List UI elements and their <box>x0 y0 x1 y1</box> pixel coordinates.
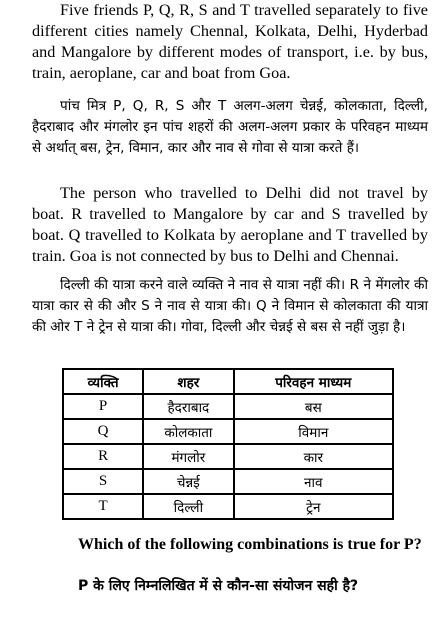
cell-transport: विमान <box>234 419 393 444</box>
cell-person: S <box>63 469 143 494</box>
table-row <box>63 394 393 419</box>
cell-person: Q <box>63 419 143 444</box>
cell-city: मंगलोर <box>143 444 233 469</box>
cell-transport: बस <box>234 394 393 419</box>
cell-person: T <box>63 494 143 519</box>
cell-city: चेन्नई <box>143 469 233 494</box>
header-city: शहर <box>143 369 233 394</box>
question-hindi: P के लिए निम्नलिखित में से कौन-सा संयोजन सही है? <box>78 578 359 594</box>
table-header-row <box>63 369 393 394</box>
cell-transport: कार <box>234 444 393 469</box>
solution-table <box>62 368 394 520</box>
table-row <box>63 469 393 494</box>
cell-transport: नाव <box>234 469 393 494</box>
table-row <box>63 419 393 444</box>
cell-person: R <box>63 444 143 469</box>
cell-city: कोलकाता <box>143 419 233 444</box>
table-row <box>63 444 393 469</box>
paragraph-hindi-clues: दिल्ली की यात्रा करने वाले व्यक्ति ने नाव से यात्रा नहीं की। R ने मेंगलोर की यात्रा कार से की और S ने नाव से यात्रा की। Q ने विमान से कोलकाता की यात्रा की ओर T ने ट्रेन से यात्रा की। गोवा, दिल्ली और चेन्नई से बस से नहीं जुड़ा है। <box>32 277 428 335</box>
header-transport: परिवहन माध्यम <box>234 369 393 394</box>
paragraph-english-clues: The person who travelled to Delhi did not travel by boat. R travelled to Mangalore by car and S travelled by boat. Q travelled to Kolkata by aeroplane and T travelled by train. Goa is not connected by bus to Delhi and Chennai. <box>32 184 428 265</box>
question-english: Which of the following combinations is true for P? <box>78 536 422 553</box>
header-person: व्यक्ति <box>63 369 143 394</box>
cell-city: हैदराबाद <box>143 394 233 419</box>
cell-person: P <box>63 394 143 419</box>
table-row <box>63 494 393 519</box>
paragraph-hindi-intro: पांच मित्र P, Q, R, S और T अलग-अलग चेन्नई, कोलकाता, दिल्ली, हैदराबाद और मंगलोर इन पांच शहरों की अलग-अलग प्रकार के परिवहन माध्यम से अर्थात् बस, ट्रेन, विमान, कार और नाव से गोवा से यात्रा करते हैं। <box>32 98 428 156</box>
cell-city: दिल्ली <box>143 494 233 519</box>
cell-transport: ट्रेन <box>234 494 393 519</box>
paragraph-english-intro: Five friends P, Q, R, S and T travelled separately to five different cities namely Chennal, Kolkata, Delhi, Hyderbad and Mangalore by different modes of transport, i.e. by bus, train, aeroplane, car and boat from Goa. <box>32 1 428 82</box>
